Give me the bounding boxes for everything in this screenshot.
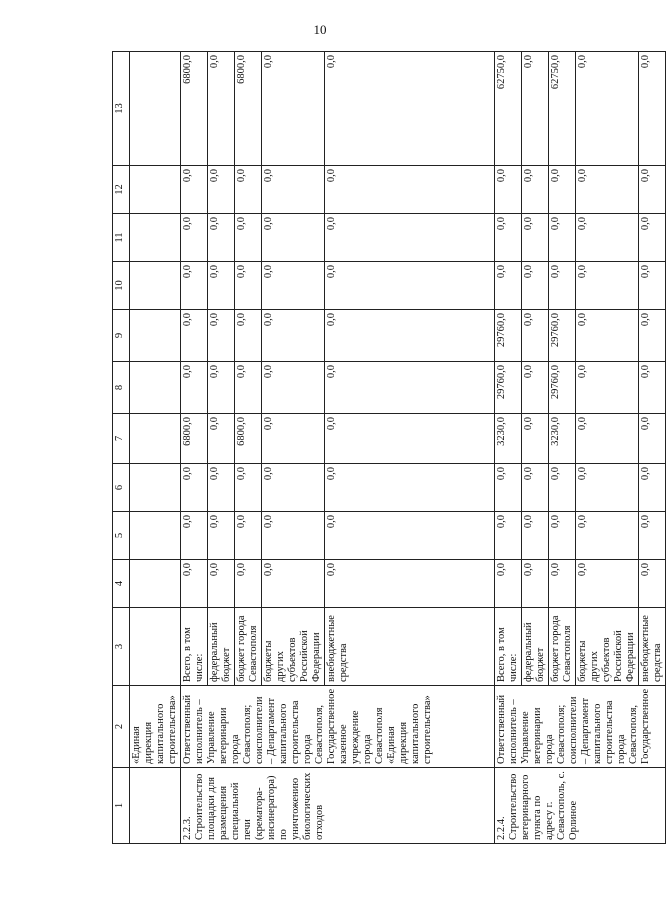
header-cell: 2: [113, 686, 130, 768]
value-cell: 0,0: [235, 362, 262, 414]
header-cell: 3: [113, 608, 130, 686]
table-row: [495, 52, 522, 844]
value-cell: 0,0: [262, 512, 325, 560]
value-cell: 0,0: [639, 512, 666, 560]
intro-row: [130, 52, 181, 844]
value-cell: 6800,0: [235, 52, 262, 166]
value-cell: 0,0: [576, 52, 639, 166]
source-cell: бюджет города Севастополя: [235, 608, 262, 686]
value-cell: 0,0: [325, 262, 495, 310]
source-cell: бюджет города Севастополя: [549, 608, 576, 686]
section-title: Строительство площадки для размещения специальной печи (крематора-инсинератора) по уничтожению биологических отходов: [194, 772, 325, 840]
header-cell: 13: [113, 52, 130, 166]
value-cell: 0,0: [576, 464, 639, 512]
value-cell: 0,0: [495, 166, 522, 214]
source-cell: Всего, в том числе:: [495, 608, 522, 686]
header-cell: 10: [113, 262, 130, 310]
value-cell: 0,0: [522, 214, 549, 262]
value-cell: 0,0: [235, 262, 262, 310]
value-cell: 0,0: [639, 262, 666, 310]
value-cell: 0,0: [522, 414, 549, 464]
source-cell: бюджеты других субъектов Российской Федерации: [576, 608, 639, 686]
header-cell: 5: [113, 512, 130, 560]
value-cell: 0,0: [181, 262, 208, 310]
value-cell: 0,0: [549, 214, 576, 262]
value-cell: 0,0: [325, 464, 495, 512]
value-cell: 0,0: [639, 464, 666, 512]
value-cell: 0,0: [549, 560, 576, 608]
value-cell: 0,0: [208, 310, 235, 362]
value-cell: 0,0: [576, 262, 639, 310]
section-id: 2.2.3.: [182, 816, 193, 840]
value-cell: 0,0: [325, 414, 495, 464]
section-id: 2.2.4.: [496, 816, 507, 840]
value-cell: 0,0: [181, 512, 208, 560]
value-cell: 0,0: [576, 214, 639, 262]
value-cell: 0,0: [262, 166, 325, 214]
section-executor: Ответственный исполнитель – Управление ветеринарии города Севастополя; соисполнители – Департамент капитального строительства города Севастополя, Государственное казенное учреждение города Севастополя «Единая дирекция капитального строительства»: [181, 686, 495, 768]
value-cell: 0,0: [549, 166, 576, 214]
budget-table: [112, 51, 666, 844]
value-cell: 0,0: [639, 310, 666, 362]
table-row: [181, 52, 208, 844]
value-cell: 0,0: [208, 214, 235, 262]
value-cell: 0,0: [639, 166, 666, 214]
value-cell: 0,0: [522, 310, 549, 362]
section-title: Строительство ветеринарного пункта по адресу г. Севастополь, с. Орлиное: [508, 771, 579, 840]
header-cell: 4: [113, 560, 130, 608]
value-cell: 0,0: [522, 52, 549, 166]
value-cell: 0,0: [325, 362, 495, 414]
header-cell: 9: [113, 310, 130, 362]
value-cell: 0,0: [495, 214, 522, 262]
section-title-cell: [495, 768, 666, 844]
value-cell: 0,0: [262, 414, 325, 464]
source-cell: федеральный бюджет: [522, 608, 549, 686]
value-cell: 0,0: [522, 166, 549, 214]
value-cell: 0,0: [181, 464, 208, 512]
section-executor: Ответственный исполнитель – Управление ветеринарии города Севастополя; соисполнители – Департамент капитального строительства города Севастополя, Государственное: [495, 686, 666, 768]
value-cell: 0,0: [639, 414, 666, 464]
header-cell: 11: [113, 214, 130, 262]
value-cell: 0,0: [181, 560, 208, 608]
value-cell: 0,0: [325, 52, 495, 166]
value-cell: 62750,0: [549, 52, 576, 166]
value-cell: 0,0: [522, 464, 549, 512]
value-cell: 0,0: [235, 464, 262, 512]
value-cell: 0,0: [325, 166, 495, 214]
value-cell: 0,0: [235, 214, 262, 262]
value-cell: 0,0: [495, 560, 522, 608]
value-cell: 6800,0: [235, 414, 262, 464]
value-cell: 0,0: [576, 414, 639, 464]
value-cell: 0,0: [181, 310, 208, 362]
value-cell: 0,0: [262, 560, 325, 608]
value-cell: 0,0: [549, 262, 576, 310]
value-cell: 0,0: [576, 166, 639, 214]
rotated-table-container: [112, 52, 663, 844]
value-cell: 0,0: [208, 560, 235, 608]
value-cell: 0,0: [181, 214, 208, 262]
header-cell: 6: [113, 464, 130, 512]
value-cell: 0,0: [576, 362, 639, 414]
value-cell: 0,0: [576, 310, 639, 362]
value-cell: 0,0: [262, 310, 325, 362]
value-cell: 0,0: [208, 512, 235, 560]
value-cell: 3230,0: [495, 414, 522, 464]
value-cell: 3230,0: [549, 414, 576, 464]
value-cell: 0,0: [522, 362, 549, 414]
value-cell: 0,0: [495, 464, 522, 512]
value-cell: 29760,0: [495, 362, 522, 414]
value-cell: 0,0: [208, 414, 235, 464]
value-cell: 0,0: [576, 512, 639, 560]
value-cell: 62750,0: [495, 52, 522, 166]
value-cell: 0,0: [639, 52, 666, 166]
value-cell: 0,0: [522, 512, 549, 560]
value-cell: 0,0: [208, 52, 235, 166]
value-cell: 0,0: [235, 512, 262, 560]
value-cell: 6800,0: [181, 414, 208, 464]
header-cell: 12: [113, 166, 130, 214]
header-cell: 8: [113, 362, 130, 414]
header-cell: 7: [113, 414, 130, 464]
value-cell: 0,0: [235, 310, 262, 362]
value-cell: 0,0: [235, 166, 262, 214]
value-cell: 0,0: [181, 362, 208, 414]
value-cell: 0,0: [549, 512, 576, 560]
value-cell: 0,0: [639, 362, 666, 414]
value-cell: 0,0: [262, 52, 325, 166]
value-cell: 0,0: [262, 214, 325, 262]
value-cell: 29760,0: [549, 362, 576, 414]
source-cell: бюджеты других субъектов Российской Федерации: [262, 608, 325, 686]
value-cell: 0,0: [639, 560, 666, 608]
value-cell: 6800,0: [181, 52, 208, 166]
value-cell: 0,0: [522, 262, 549, 310]
value-cell: 0,0: [576, 560, 639, 608]
value-cell: 0,0: [181, 166, 208, 214]
value-cell: 0,0: [262, 362, 325, 414]
value-cell: 0,0: [208, 166, 235, 214]
value-cell: 0,0: [208, 464, 235, 512]
value-cell: 0,0: [549, 464, 576, 512]
page-number: 10: [313, 22, 327, 37]
section-title-cell: [181, 768, 495, 844]
intro-executor: «Единая дирекция капитального строительства»: [130, 686, 181, 768]
value-cell: 0,0: [208, 362, 235, 414]
value-cell: 0,0: [208, 262, 235, 310]
value-cell: 0,0: [639, 214, 666, 262]
value-cell: 0,0: [325, 214, 495, 262]
value-cell: 0,0: [325, 560, 495, 608]
value-cell: 0,0: [495, 262, 522, 310]
value-cell: 29760,0: [495, 310, 522, 362]
value-cell: 0,0: [325, 310, 495, 362]
value-cell: 0,0: [495, 512, 522, 560]
header-cell: 1: [113, 768, 130, 844]
value-cell: 0,0: [262, 262, 325, 310]
value-cell: 29760,0: [549, 310, 576, 362]
value-cell: 0,0: [522, 560, 549, 608]
value-cell: 0,0: [262, 464, 325, 512]
source-cell: внебюджетные средства: [639, 608, 666, 686]
header-row: [113, 52, 130, 844]
value-cell: 0,0: [235, 560, 262, 608]
source-cell: Всего, в том числе:: [181, 608, 208, 686]
value-cell: 0,0: [325, 512, 495, 560]
source-cell: федеральный бюджет: [208, 608, 235, 686]
source-cell: внебюджетные средства: [325, 608, 495, 686]
